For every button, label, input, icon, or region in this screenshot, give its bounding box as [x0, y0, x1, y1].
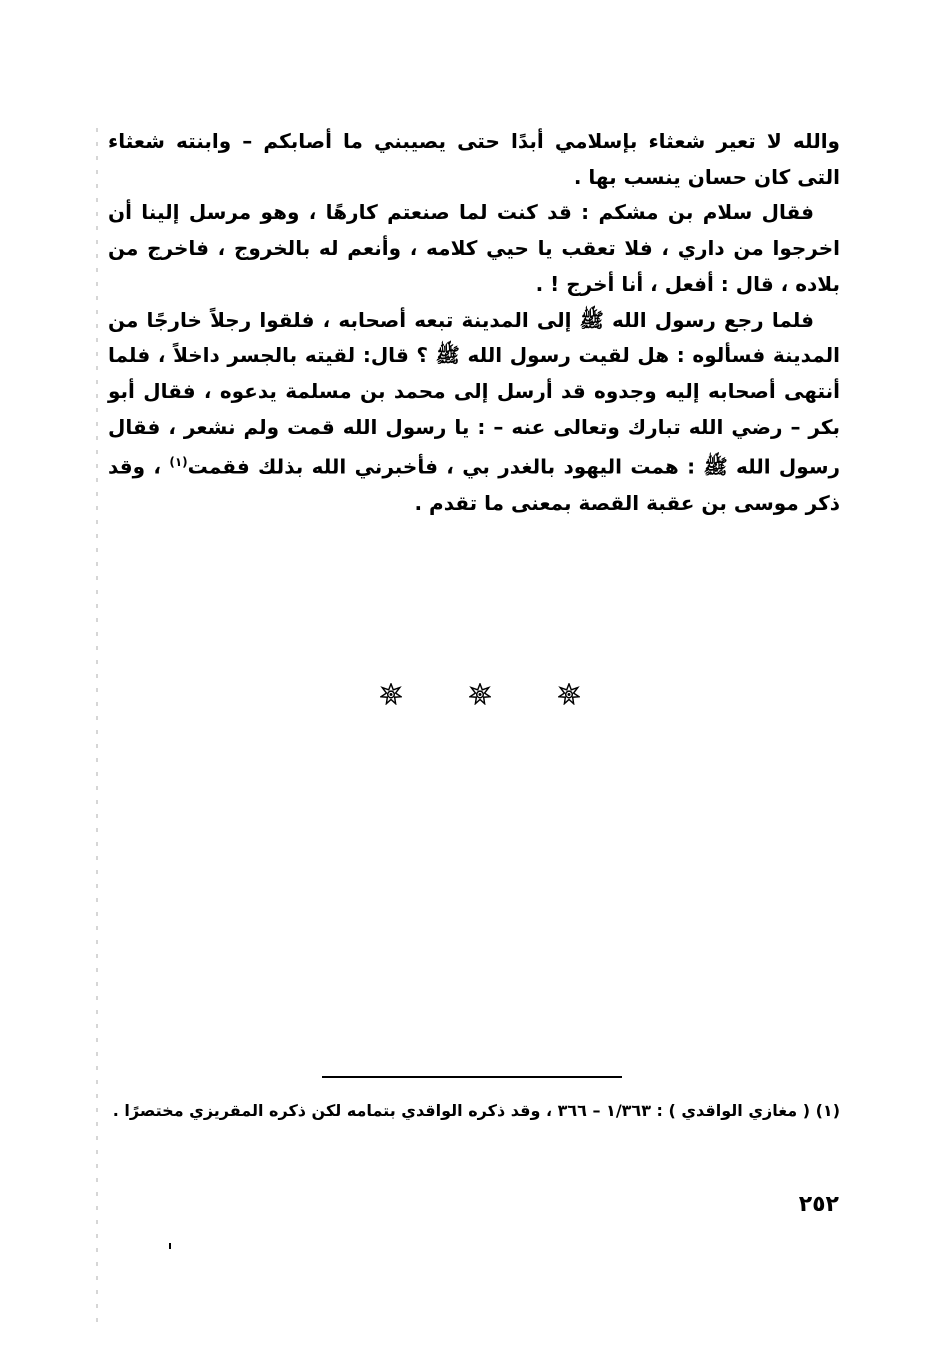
paragraph-3-text: فلما رجع رسول الله ﷺ إلى المدينة تبعه أصحابه ، فلقوا رجلاً خارجًا من المدينة فسألوه : هل لقيت رسول الله ﷺ ؟ قال: لقيته بالجسر داخلاً ، فلما أنتهى أصحابه إليه وجدوه قد أرسل إلى محمد بن مسلمة يدعوه ، فقال أبو بكر – رضي الله تبارك وتعالى عنه – : يا رسول الله قمت ولم نشعر ، فقال رسول الله ﷺ : همت اليهود بالغدر بي ، فأخبرني الله بذلك فقمت	[108, 307, 841, 479]
rosette-ornament-icon	[558, 683, 580, 705]
footnote-divider	[322, 1076, 622, 1078]
paragraph-3	[108, 303, 840, 522]
paragraph-2: فقال سلام بن مشكم : قد كنت لما صنعتم كارهًا ، وهو مرسل إلينا أن اخرجوا من داري ، فلا تعقب يا حيي كلامه ، وأنعم له بالخروج ، فاخرج من بلاده ، قال : أفعل ، أنا أخرج ! .	[108, 200, 840, 296]
paragraph-1: والله لا تعير شعثاء بإسلامي أبدًا حتى يصيبني ما أصابكم – وابنته شعثاء التى كان حسان ينسب بها .	[108, 129, 840, 189]
section-separator	[380, 680, 580, 708]
footnote: (١) ( مغازي الواقدي ) : ١/٣٦٣ – ٣٦٦ ، وقد ذكره الواقدي بتمامه لكن ذكره المقريزي مختصرًا .	[112, 1101, 840, 1120]
footnote-reference[interactable]: (١)	[169, 455, 188, 470]
paragraph-3-tail: ، وقد ذكر موسى بن عقبة القصة بمعنى ما تقدم .	[108, 454, 840, 515]
scan-edge-dots	[96, 128, 98, 1328]
scan-mark	[169, 1243, 171, 1249]
rosette-ornament-icon	[380, 683, 402, 705]
rosette-ornament-icon	[469, 683, 491, 705]
main-text	[108, 124, 840, 521]
page-number: ٢٥٢	[798, 1192, 839, 1217]
